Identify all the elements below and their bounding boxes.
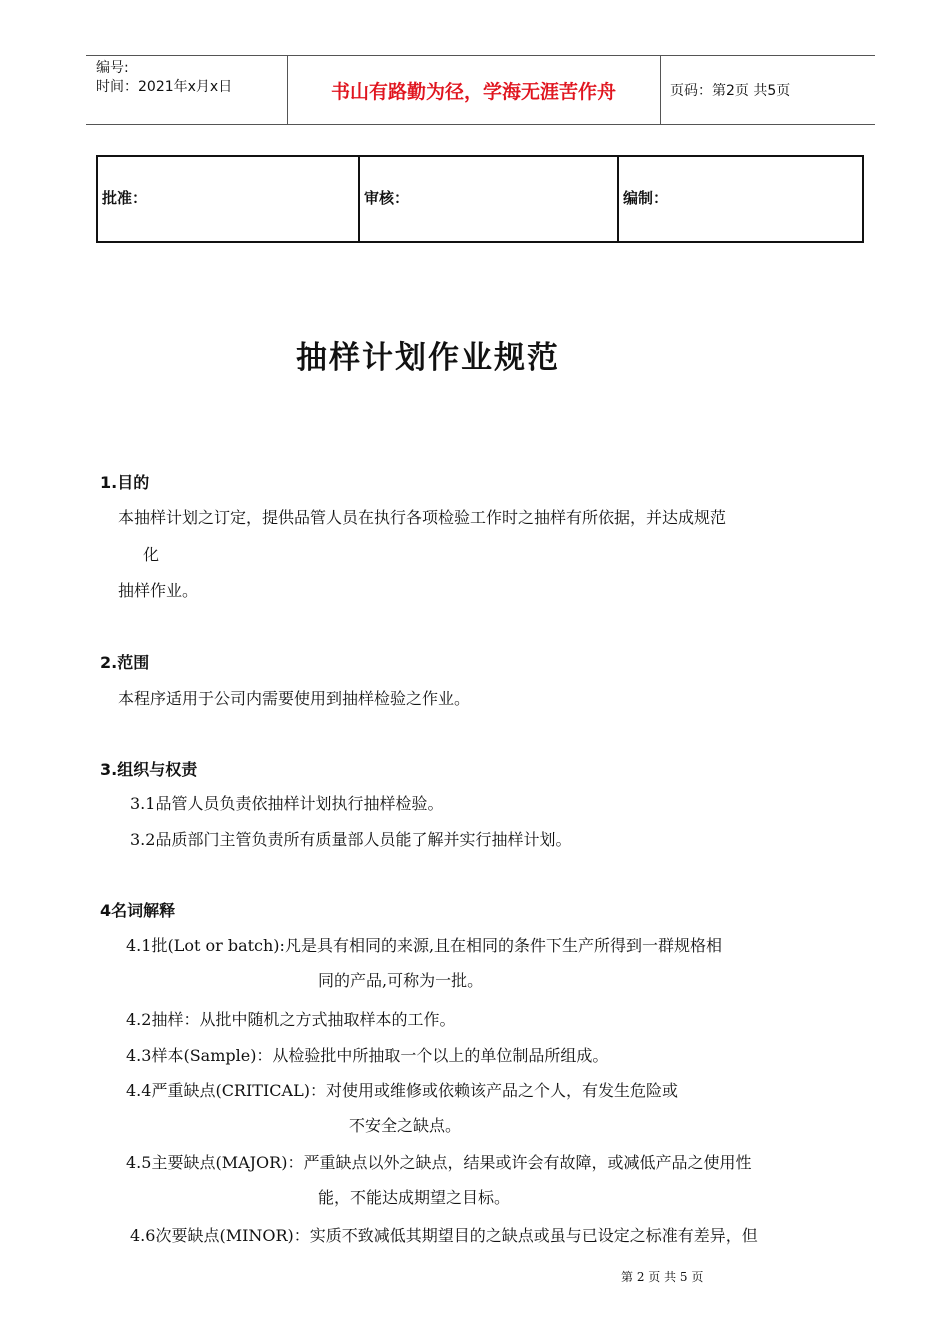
section-heading-scope: 2.范围 — [100, 653, 150, 672]
approval-table — [96, 155, 864, 243]
paragraph-line: 化 — [143, 545, 160, 564]
section-heading-purpose: 1.目的 — [100, 473, 150, 492]
list-item: 3.2品质部门主管负责所有质量部人员能了解并实行抽样计划。 — [130, 830, 572, 849]
definition-line: 4.2抽样：从批中随机之方式抽取样本的工作。 — [126, 1010, 456, 1029]
header-meta — [96, 59, 232, 97]
header-page-number: 页码：第2页 共5页 — [670, 83, 791, 99]
definition-line: 4.3样本(Sample)：从检验批中所抽取一个以上的单位制品所组成。 — [126, 1046, 609, 1065]
document-number-label: 编号: — [96, 60, 129, 76]
definition-line: 不安全之缺点。 — [349, 1116, 462, 1135]
page-header — [86, 55, 875, 125]
header-motto: 书山有路勤为径，学海无涯苦作舟 — [330, 80, 616, 103]
review-cell: 审核： — [358, 157, 617, 241]
definition-line: 4.4严重缺点(CRITICAL)：对使用或维修或依赖该产品之个人，有发生危险或 — [126, 1081, 678, 1100]
definition-line: 4.1批(Lot or batch):凡是具有相同的来源,且在相同的条件下生产所得到一群规格相 — [126, 936, 723, 955]
document-title: 抽样计划作业规范 — [296, 340, 560, 376]
paragraph-line: 抽样作业。 — [118, 581, 199, 600]
header-divider — [660, 56, 661, 124]
paragraph-line: 本抽样计划之订定，提供品管人员在执行各项检验工作时之抽样有所依据，并达成规范 — [118, 508, 727, 527]
list-item: 3.1品管人员负责依抽样计划执行抽样检验。 — [130, 794, 444, 813]
page-footer: 第 2 页 共 5 页 — [621, 1270, 704, 1284]
paragraph-line: 本程序适用于公司内需要使用到抽样检验之作业。 — [118, 689, 471, 708]
document-time-label: 时间：2021年x月x日 — [96, 79, 233, 95]
approve-cell: 批准： — [102, 189, 148, 207]
compile-cell: 编制： — [617, 157, 862, 241]
definition-line: 4.6次要缺点(MINOR)：实质不致减低其期望目的之缺点或虽与已设定之标准有差异，但 — [130, 1226, 758, 1245]
section-heading-responsibility: 3.组织与权责 — [100, 760, 198, 779]
section-heading-definitions: 4名词解释 — [100, 901, 176, 920]
definition-line: 能，不能达成期望之目标。 — [318, 1188, 511, 1207]
definition-line: 4.5主要缺点(MAJOR)：严重缺点以外之缺点，结果或许会有故障，或减低产品之使用性 — [126, 1153, 752, 1172]
definition-line: 同的产品,可称为一批。 — [318, 971, 484, 990]
